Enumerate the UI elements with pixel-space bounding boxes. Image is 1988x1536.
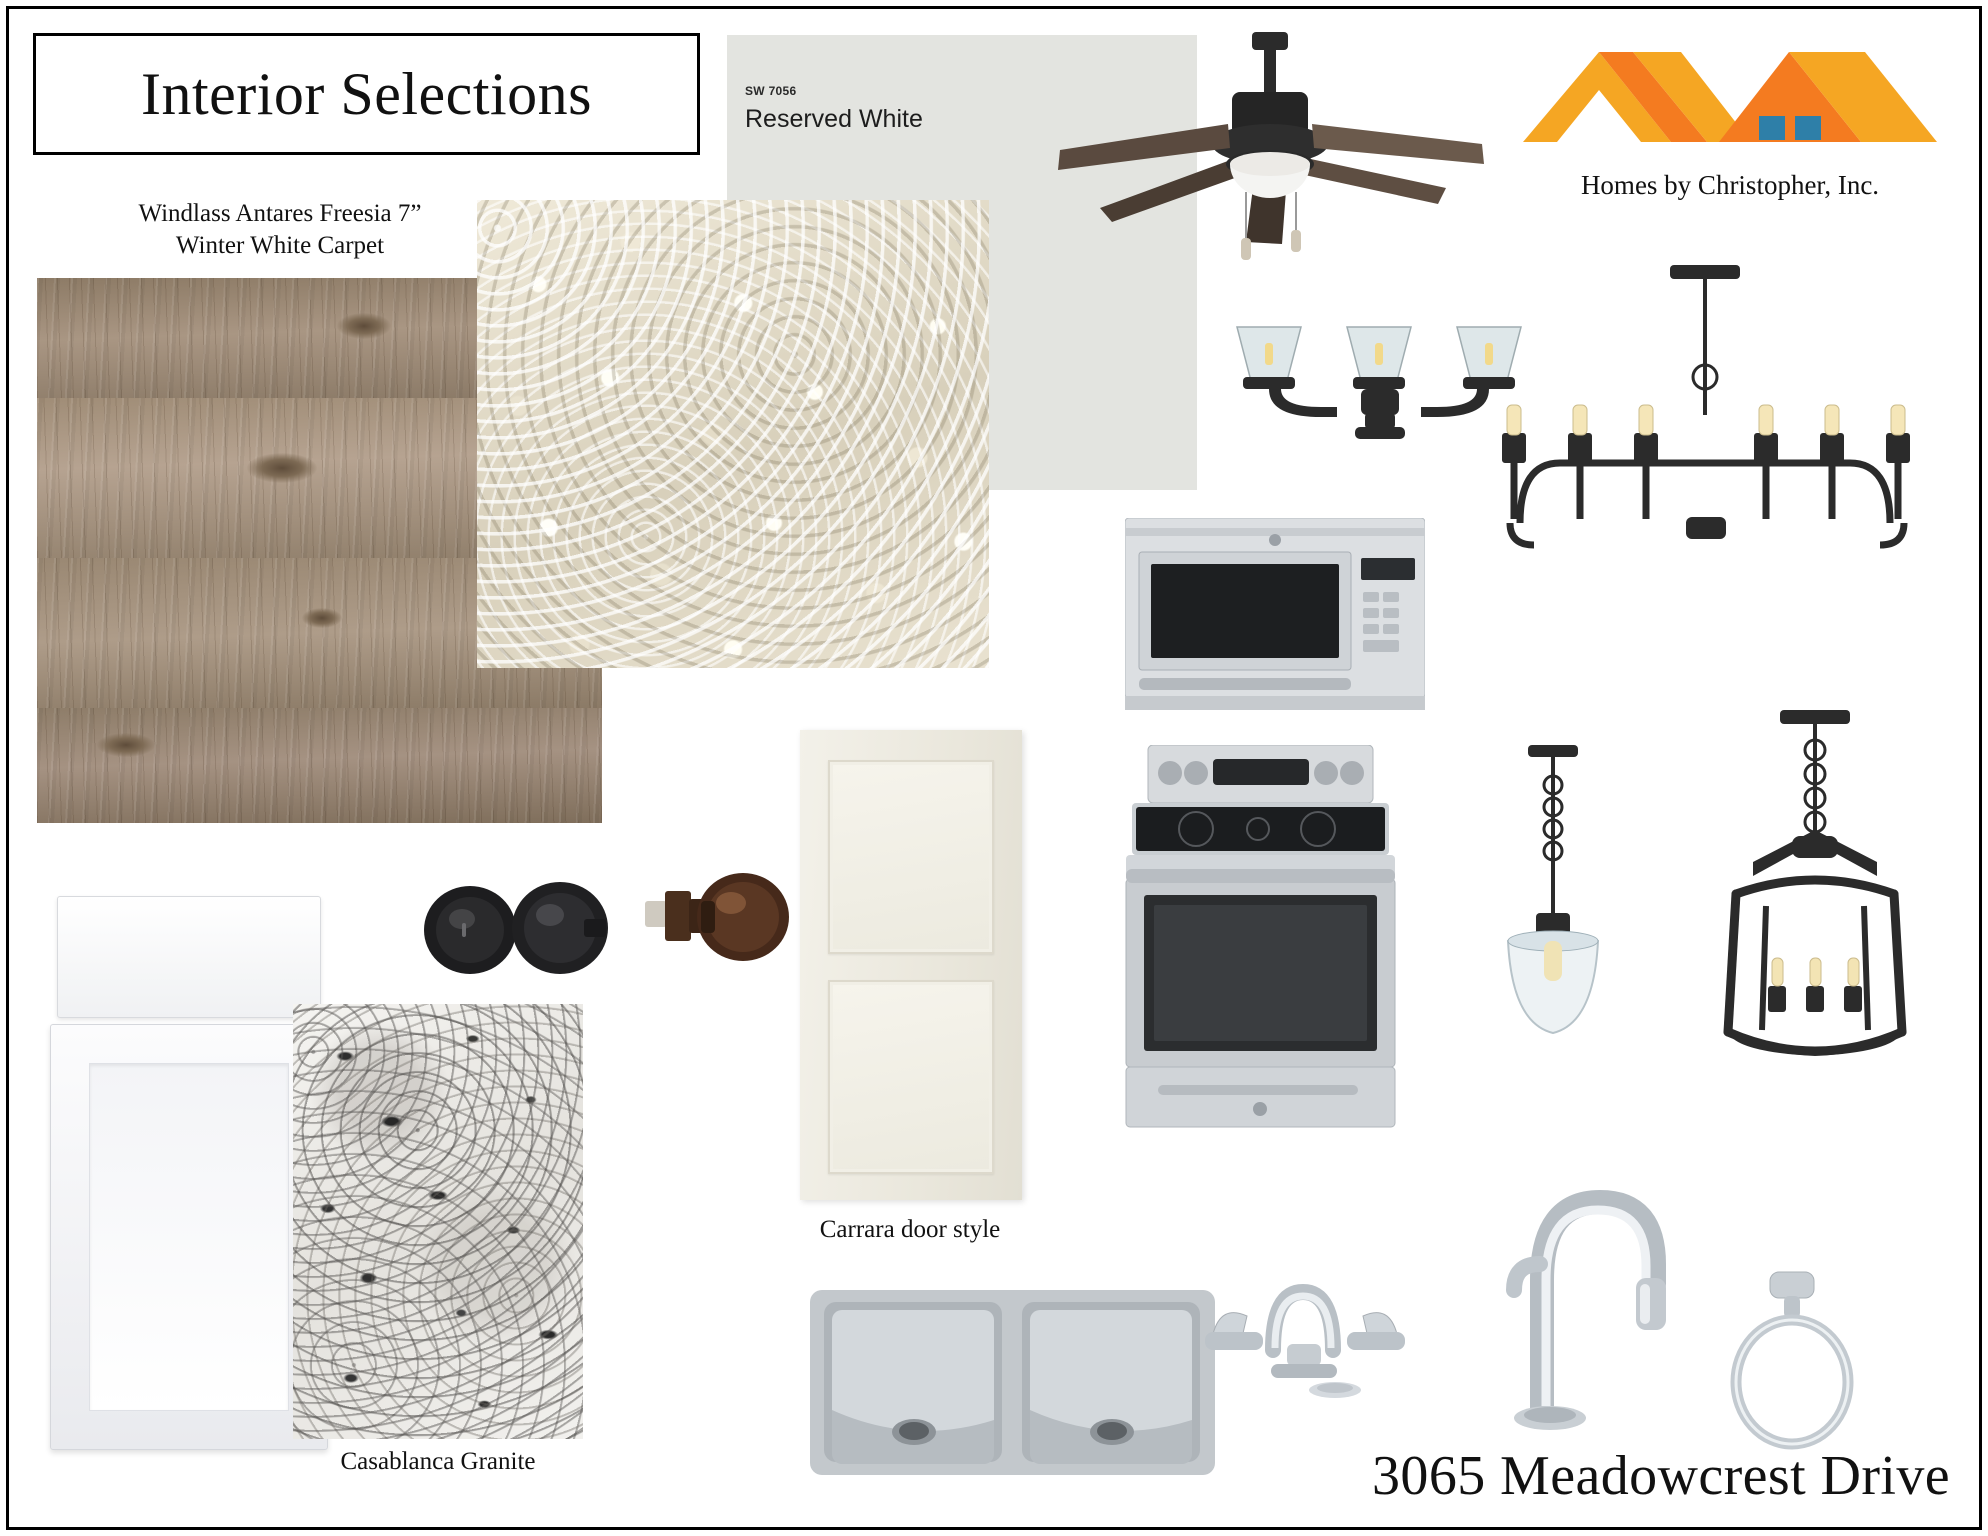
company-name: Homes by Christopher, Inc.	[1580, 170, 1880, 200]
over-range-microwave	[1125, 518, 1425, 713]
carpet-label: Winter White Carpet	[175, 232, 385, 259]
door-panel-top	[828, 760, 994, 954]
company-logo	[1521, 30, 1939, 180]
cabinet-door-front	[50, 1024, 328, 1450]
kitchen-faucet-pulldown	[1480, 1140, 1680, 1440]
flooring-label: Windlass Antares Freesia 7”	[138, 200, 422, 227]
cabinet-drawer-front	[57, 896, 321, 1018]
door-panel-bottom	[828, 980, 994, 1174]
granite-label: Casablanca Granite	[340, 1448, 536, 1475]
interior-door-label: Carrara door style	[819, 1216, 1001, 1243]
paint-name: Reserved White	[745, 105, 923, 133]
lavatory-faucet	[1195, 1240, 1415, 1400]
cabinet-door-recessed-panel	[89, 1063, 289, 1411]
ceiling-fan	[1050, 32, 1490, 312]
two-panel-interior-door	[800, 730, 1022, 1200]
page-title-text: Interior Selections	[140, 60, 593, 127]
property-address: 3065 Meadowcrest Drive	[1372, 1445, 1950, 1507]
granite-slab-swatch	[293, 1004, 583, 1439]
page-title	[33, 33, 700, 155]
mini-pendant-clear-glass	[1478, 745, 1628, 1105]
carpet-pile-swatch	[477, 200, 989, 668]
flooring-carpet-label	[70, 198, 490, 262]
electric-range	[1118, 745, 1403, 1145]
door-knob-bronze	[645, 865, 790, 980]
kitchen-sink-double-bowl	[810, 1290, 1215, 1480]
door-knob-black-pair	[410, 875, 635, 985]
paint-code: SW 7056	[745, 84, 797, 98]
linear-chandelier-6-light	[1490, 265, 1920, 695]
towel-ring	[1722, 1270, 1862, 1450]
lantern-chandelier-4-light	[1680, 710, 1950, 1210]
